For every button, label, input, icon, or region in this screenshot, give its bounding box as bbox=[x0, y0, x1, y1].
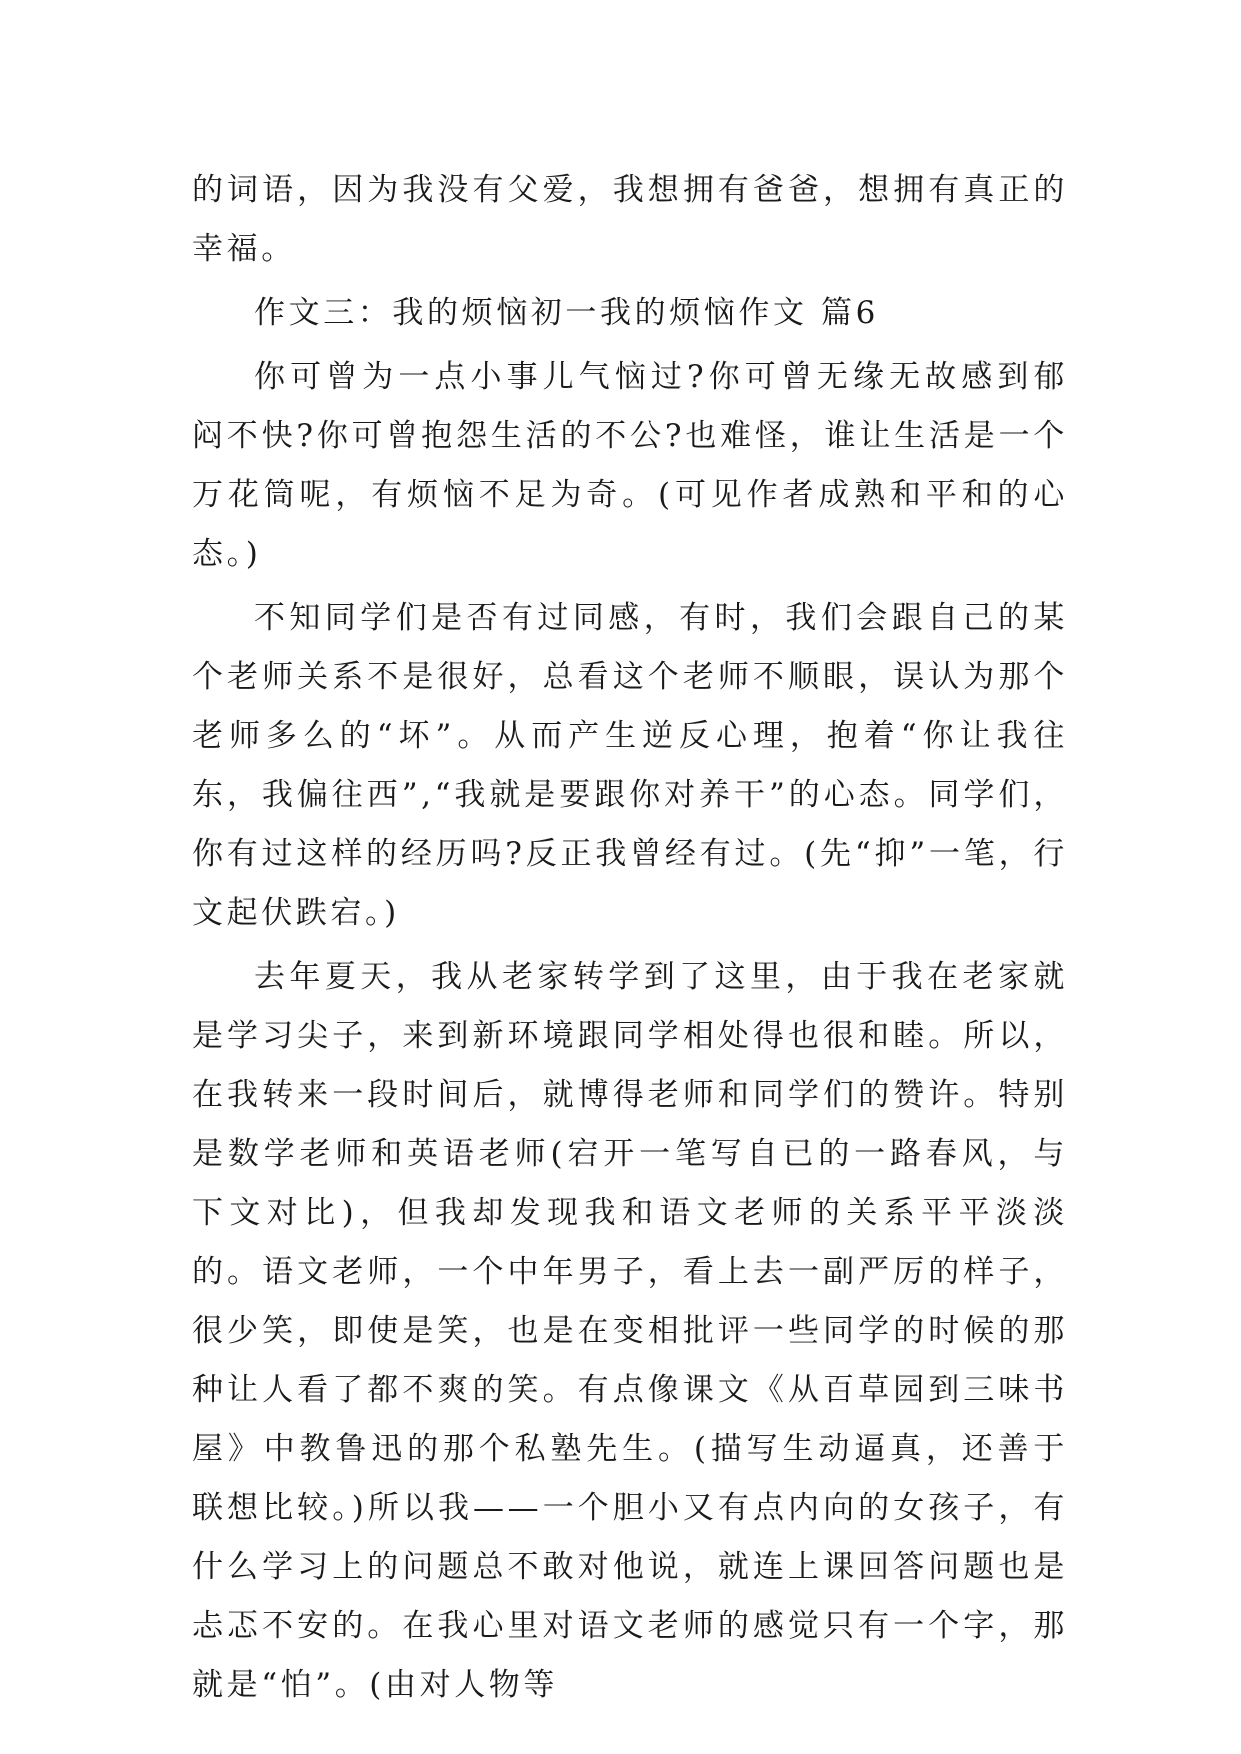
document-body bbox=[192, 161, 1068, 1720]
paragraph-4: 不知同学们是否有过同感，有时，我们会跟自己的某个老师关系不是很好，总看这个老师不顺眼，误认为那个老师多么的“坏”。从而产生逆反心理，抱着“你让我往东，我偏往西”,“我就是要跟你对养干”的心态。同学们，你有过这样的经历吗?反正我曾经有过。(先“抑”一笔，行文起伏跌宕。) bbox=[192, 600, 1068, 931]
paragraph-1: 的词语，因为我没有父爱，我想拥有爸爸，想拥有真正的幸福。 bbox=[192, 172, 1068, 267]
paragraph-5: 去年夏天，我从老家转学到了这里，由于我在老家就是学习尖子，来到新环境跟同学相处得也很和睦。所以，在我转来一段时间后，就博得老师和同学们的赞许。特别是数学老师和英语老师(宕开一笔写自已的一路春风，与下文对比)，但我却发现我和语文老师的关系平平淡淡的。语文老师，一个中年男子，看上去一副严厉的样子，很少笑，即使是笑，也是在变相批评一些同学的时候的那种让人看了都不爽的笑。有点像课文《从百草园到三味书屋》中教鲁迅的那个私塾先生。(描写生动逼真，还善于联想比较。)所以我——一个胆小又有点内向的女孩子，有什么学习上的问题总不敢对他说，就连上课回答问题也是忐忑不安的。在我心里对语文老师的感觉只有一个字，那就是“怕”。(由对人物等 bbox=[192, 959, 1068, 1703]
paragraph-3: 你可曾为一点小事儿气恼过?你可曾无缘无故感到郁闷不快?你可曾抱怨生活的不公?也难怪，谁让生活是一个万花筒呢，有烦恼不足为奇。(可见作者成熟和平和的心态。) bbox=[192, 359, 1068, 572]
paragraph-heading: 作文三：我的烦恼初一我的烦恼作文 篇6 bbox=[254, 295, 879, 331]
